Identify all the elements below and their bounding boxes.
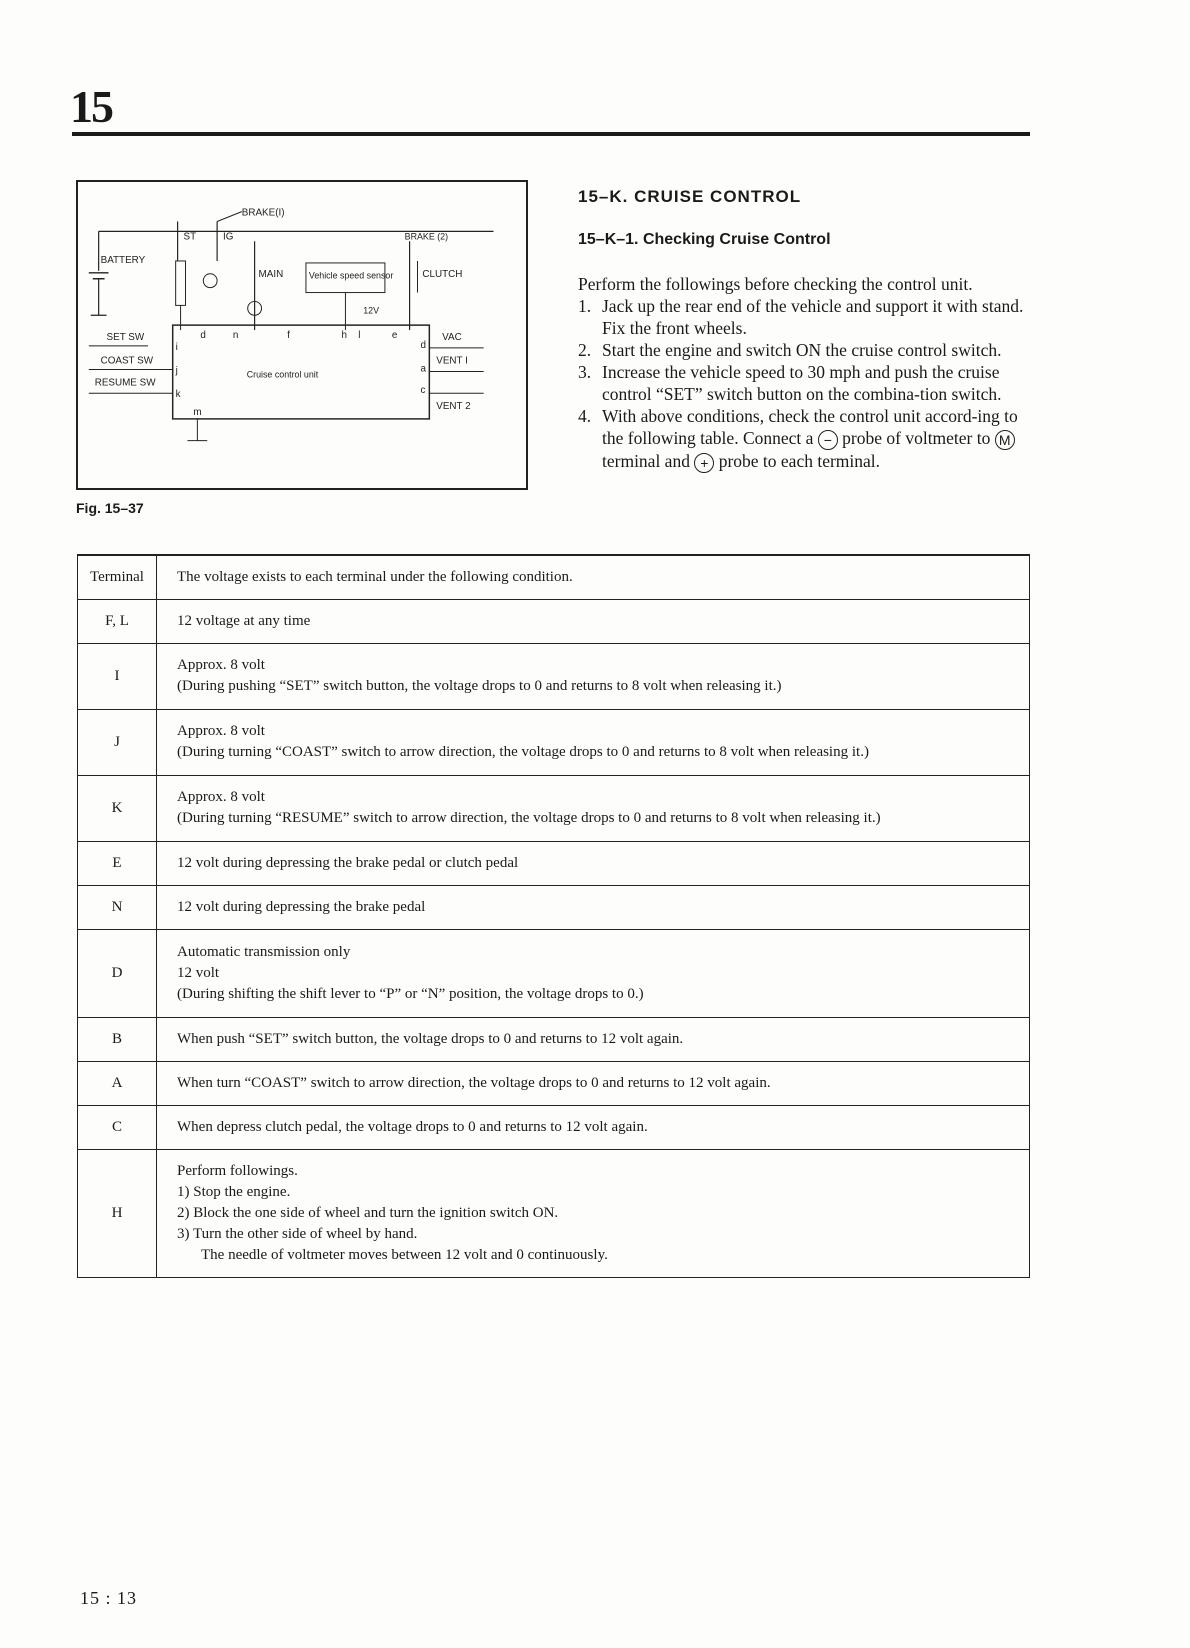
label-vent2: VENT 2 — [436, 401, 471, 413]
plus-probe-icon: + — [694, 453, 714, 473]
step-text: Jack up the rear end of the vehicle and support it with stand. Fix the front wheels. — [602, 296, 1024, 338]
term-m: m — [193, 406, 202, 418]
condition-cell: Approx. 8 volt (During turning “RESUME” switch to arrow direction, the voltage drops to 0 and returns to 8 volt when releasing it.) — [157, 775, 1030, 841]
table-row — [78, 1105, 1030, 1149]
terminal-cell: N — [78, 885, 157, 929]
m-terminal-icon: M — [995, 430, 1015, 450]
condition-cell: 12 volt during depressing the brake pedal — [157, 885, 1030, 929]
label-main: MAIN — [258, 268, 284, 280]
term-l: l — [358, 329, 361, 341]
table-header-row — [78, 555, 1030, 599]
label-ig: IG — [223, 231, 234, 243]
condition-cell: When depress clutch pedal, the voltage drops to 0 and returns to 12 volt again. — [157, 1105, 1030, 1149]
step-item — [578, 295, 1033, 339]
step-item — [578, 339, 1033, 361]
step-text: Start the engine and switch ON the cruise control switch. — [602, 340, 1002, 360]
condition-cell: Perform followings. 1) Stop the engine. 2) Block the one side of wheel and turn the ignition switch ON. 3) Turn the other side of wheel by hand. The needle of voltmeter moves between 12 volt and 0 continuously. — [157, 1149, 1030, 1277]
table-row — [78, 841, 1030, 885]
table-row — [78, 643, 1030, 709]
label-brake2: BRAKE (2) — [404, 231, 449, 242]
step-number: 3. — [578, 362, 592, 382]
term-d: d — [200, 329, 206, 341]
condition-cell: 12 volt during depressing the brake pedal or clutch pedal — [157, 841, 1030, 885]
step-text: Increase the vehicle speed to 30 mph and push the cruise control “SET” switch button on the combina-tion switch. — [602, 362, 1002, 404]
condition-cell: Approx. 8 volt (During pushing “SET” switch button, the voltage drops to 0 and returns to 8 volt when releasing it.) — [157, 643, 1030, 709]
minus-probe-icon: − — [818, 430, 838, 450]
figure-caption: Fig. 15–37 — [76, 500, 144, 516]
term-j: j — [175, 365, 178, 377]
condition-cell: Automatic transmission only 12 volt (During shifting the shift lever to “P” or “N” position, the voltage drops to 0.) — [157, 929, 1030, 1017]
term-c: c — [420, 385, 426, 397]
section-number: 15 — [70, 81, 112, 132]
step-item — [578, 405, 1033, 473]
condition-cell: 12 voltage at any time — [157, 599, 1030, 643]
terminal-voltage-table — [77, 554, 1030, 1278]
condition-cell: Approx. 8 volt (During turning “COAST” switch to arrow direction, the voltage drops to 0 and returns to 8 volt when releasing it.) — [157, 709, 1030, 775]
step-number: 2. — [578, 340, 592, 360]
term-d2: d — [420, 339, 426, 351]
table-row — [78, 929, 1030, 1017]
step-item — [578, 361, 1033, 405]
term-e: e — [391, 329, 398, 341]
terminal-cell: K — [78, 775, 157, 841]
step-text: With above conditions, check the control unit accord-ing to the following table. Connect a — [602, 406, 1018, 448]
step-number: 1. — [578, 296, 592, 316]
label-clutch: CLUTCH — [422, 268, 463, 280]
header-terminal: Terminal — [78, 555, 157, 599]
table-row — [78, 1149, 1030, 1277]
terminal-cell: D — [78, 929, 157, 1017]
procedure-steps — [578, 295, 1033, 473]
step-text: terminal and — [602, 450, 690, 471]
term-h: h — [341, 329, 347, 341]
term-i: i — [175, 341, 178, 353]
term-a: a — [420, 363, 426, 375]
label-brake1: BRAKE(I) — [241, 207, 285, 219]
label-resume-sw: RESUME SW — [94, 377, 156, 389]
step-text: probe of voltmeter to — [842, 428, 991, 448]
label-12v: 12V — [363, 305, 379, 316]
terminal-cell: H — [78, 1149, 157, 1277]
intro-paragraph: Perform the followings before checking the control unit. — [578, 274, 973, 294]
label-st: ST — [183, 231, 197, 243]
label-battery: BATTERY — [100, 254, 146, 266]
term-k: k — [175, 389, 181, 401]
condition-cell: When push “SET” switch button, the voltage drops to 0 and returns to 12 volt again. — [157, 1017, 1030, 1061]
table-row — [78, 1017, 1030, 1061]
section-title: 15–K. CRUISE CONTROL — [578, 187, 802, 206]
step-text: probe to each terminal. — [718, 450, 881, 471]
terminal-cell: A — [78, 1061, 157, 1105]
table-row — [78, 885, 1030, 929]
wiring-diagram — [76, 180, 528, 490]
header-condition: The voltage exists to each terminal under the following condition. — [157, 555, 1030, 599]
terminal-cell: E — [78, 841, 157, 885]
label-vac: VAC — [442, 331, 462, 343]
terminal-cell: C — [78, 1105, 157, 1149]
condition-cell: When turn “COAST” switch to arrow direction, the voltage drops to 0 and returns to 12 volt again. — [157, 1061, 1030, 1105]
label-coast-sw: COAST SW — [100, 355, 154, 367]
header-rule — [72, 132, 1030, 136]
table-row — [78, 709, 1030, 775]
table-row — [78, 1061, 1030, 1105]
label-set-sw: SET SW — [106, 331, 145, 343]
label-vent1: VENT I — [436, 355, 468, 367]
step-number: 4. — [578, 406, 592, 426]
term-n: n — [232, 329, 239, 341]
terminal-cell: B — [78, 1017, 157, 1061]
term-f: f — [287, 329, 290, 341]
terminal-cell: J — [78, 709, 157, 775]
table-row — [78, 599, 1030, 643]
table-row — [78, 775, 1030, 841]
terminal-cell: I — [78, 643, 157, 709]
label-cruise-unit: Cruise control unit — [246, 369, 319, 380]
subsection-title: 15–K–1. Checking Cruise Control — [578, 231, 831, 248]
label-speed-sensor: Vehicle speed sensor — [308, 270, 394, 281]
terminal-cell: F, L — [78, 599, 157, 643]
page-number: 15 : 13 — [80, 1588, 138, 1608]
